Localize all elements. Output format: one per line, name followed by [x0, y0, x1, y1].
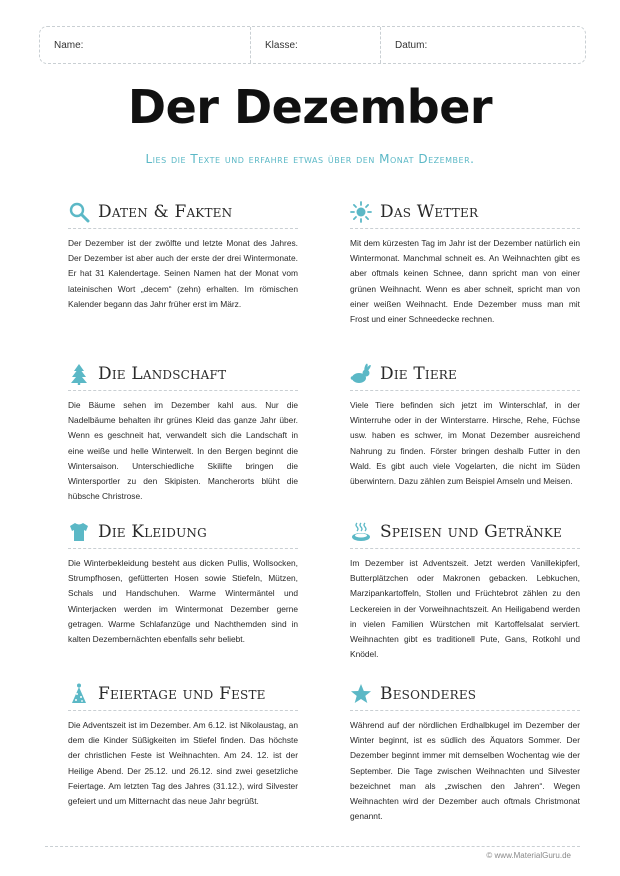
page-title: Der Dezember: [127, 80, 493, 134]
party-hat-icon: [68, 683, 90, 705]
date-label: Datum:: [395, 39, 428, 51]
class-field[interactable]: [250, 27, 380, 63]
section-title: Die Landschaft: [98, 364, 227, 384]
section-speisen-getraenke: [350, 519, 580, 662]
sun-icon: [350, 201, 372, 223]
section-die-landschaft: [68, 361, 298, 504]
date-field[interactable]: [380, 27, 585, 63]
section-text: Die Bäume sehen im Dezember kahl aus. Nur die Nadelbäume behalten ihr grünes Kleid das ganze Jahr über. Wenn es geschneit hat, verwandelt sich die Landschaft in eine weiße und helle Winterwelt. In den Bergen beginnt die Wintersaison. Unterschiedliche Skilifte bringen die Wintersportler zu den Skipisten. Mancherorts blüht die hübsche Christrose.: [68, 400, 298, 502]
section-besonderes: [350, 681, 580, 824]
section-text: Mit dem kürzesten Tag im Jahr ist der Dezember natürlich ein Wintermonat. Manchmal schneit es. An Weihnachten gibt es aber oftmals keinen Schnee, dann spricht man von einer grünen Weihnacht. Wenn es aber schneit, spricht man von einer weißen Weihnacht. Ende Dezember muss man mit Frost und einer Schneedecke rechnen.: [350, 238, 580, 325]
name-label: Name:: [54, 39, 84, 51]
section-title: Feiertage und Feste: [98, 684, 266, 704]
name-class-date-bar: [39, 26, 586, 64]
section-feiertage-feste: [68, 681, 298, 809]
section-text: Die Adventszeit ist im Dezember. Am 6.12. ist Nikolaustag, an dem die Kinder Süßigkeiten im Stiefel finden. Das höchste der christlichen Feste ist Weihnachten. Am 24. 12. ist der Heilige Abend. Der 25.12. und 26.12. sind zwei gesetzliche Feiertage. Am letzten Tag des Jahres (31.12.), wird Silvester gefeiert und um Mitternacht das neue Jahr begrüßt.: [68, 720, 298, 807]
tshirt-icon: [68, 521, 90, 543]
section-text: Im Dezember ist Adventszeit. Jetzt werden Vanillekipferl, Butterplätzchen oder Makronen gebacken. Lebkuchen, Marzipankartoffeln, Stollen und Früchtebrot zählen zu den Leckereien in der Vorweihnachtszeit. An Heiligabend werden in vielen Familien Würstchen mit Kartoffelsalat serviert. Weihnachten gibt es traditionell Pute, Gans, Rotkohl und Knödel.: [350, 558, 580, 660]
footer-divider: [45, 846, 580, 847]
section-title: Die Tiere: [380, 364, 457, 384]
name-field[interactable]: [40, 27, 250, 63]
section-das-wetter: [350, 199, 580, 327]
section-die-tiere: [350, 361, 580, 489]
section-title: Das Wetter: [380, 202, 479, 222]
food-icon: [350, 521, 372, 543]
section-text: Viele Tiere befinden sich jetzt im Winterschlaf, in der Winterruhe oder in der Winterstarre. Hirsche, Rehe, Füchse usw. haben es schwer, im Monat Dezember ausreichend Nahrung zu finden. Förster bringen deshalb Futter in den Wald. Es gibt auch viele Vogelarten, die nicht im Süden überwintern. Dazu zählen zum Beispiel Amseln und Meisen.: [350, 400, 580, 487]
section-title: Daten & Fakten: [98, 202, 233, 222]
section-title: Die Kleidung: [98, 522, 207, 542]
tree-icon: [68, 363, 90, 385]
magnifier-icon: [68, 201, 90, 223]
section-text: Während auf der nördlichen Erdhalbkugel im Dezember der Winter beginnt, ist es südlich des Äquators Sommer. Der Dezember beginnt immer mit demselben Wochentag wie der September. Die Tage zwischen Weihnachten und Silvester bezeichnet man als „zwischen den Jahren“. Wegen Weihnachten wird der Dezember auch oftmals Christmonat genannt.: [350, 720, 580, 822]
section-text: Der Dezember ist der zwölfte und letzte Monat des Jahres. Der Dezember ist aber auch der erste der drei Wintermonate. Er hat 31 Kalendertage. Seinen Namen hat der Monat vom lateinischen Wort „decem“ (zehn) erhalten. Im römischen Kalender begann das Jahr früher erst im März.: [68, 238, 298, 309]
section-daten-fakten: [68, 199, 298, 312]
class-label: Klasse:: [265, 39, 298, 51]
page-subtitle: Lies die Texte und erfahre etwas über den Monat Dezember.: [145, 152, 475, 166]
section-title: Speisen und Getränke: [380, 522, 563, 542]
section-text: Die Winterbekleidung besteht aus dicken Pullis, Wollsocken, Strumpfhosen, gefütterten Hosen sowie Stiefeln, Mützen, Schals und Handschuhen. Warme Wintermäntel und Winterjacken werden im Wintermonat Dezember gerne getragen. Warme Schlafanzüge und Nachthemden sind in kalten Dezembernächten ebenfalls sehr beliebt.: [68, 558, 298, 645]
section-die-kleidung: [68, 519, 298, 647]
star-icon: [350, 683, 372, 705]
footer-copyright: © www.MaterialGuru.de: [486, 851, 571, 860]
rabbit-icon: [350, 363, 372, 385]
section-title: Besonderes: [380, 684, 477, 704]
